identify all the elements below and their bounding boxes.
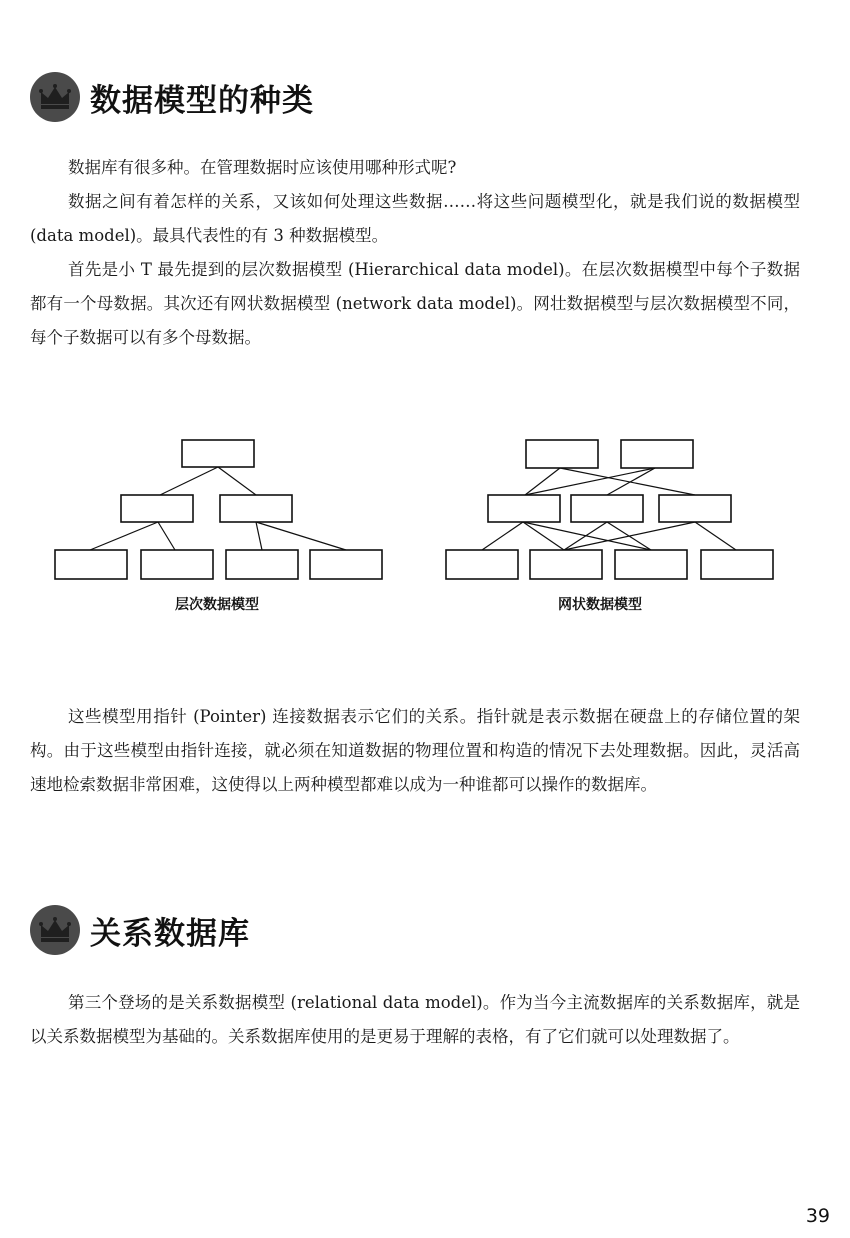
net-leaf-node <box>446 550 518 579</box>
section-title: 数据模型的种类 <box>90 82 314 119</box>
paragraph-relational-model: 第三个登场的是关系数据模型 (relational data model)。作为当今主流数据库的关系数据库，就是以关系数据模型为基础的。关系数据库使用的是更易于理解的表格，有了它们就可以处理数据了。 <box>30 993 800 1046</box>
hier-level2-node <box>220 495 292 522</box>
net-leaf-node <box>530 550 602 579</box>
section-title: 关系数据库 <box>90 915 250 952</box>
network-model-diagram <box>446 440 773 579</box>
net-leaf-node <box>701 550 773 579</box>
net-level2-node <box>659 495 731 522</box>
net-root-node <box>621 440 693 468</box>
hier-level2-node <box>121 495 193 522</box>
paragraph-intro: 数据库有很多种。在管理数据时应该使用哪种形式呢? <box>68 158 457 177</box>
section-header-relational-database <box>30 905 250 955</box>
net-root-node <box>526 440 598 468</box>
net-level2-node <box>488 495 560 522</box>
paragraph-pointer: 这些模型用指针 (Pointer) 连接数据表示它们的关系。指针就是表示数据在硬盘上的存储位置的架构。由于这些模型由指针连接，就必须在知道数据的物理位置和构造的情况下去处理数据。因此，灵活高速地检索数据非常困难，这使得以上两种模型都难以成为一种谁都可以操作的数据库。 <box>30 707 800 794</box>
hierarchical-model-caption: 层次数据模型 <box>175 597 259 613</box>
section-header-data-model-types <box>30 72 314 122</box>
hier-root-node <box>182 440 254 467</box>
page-number: 39 <box>805 1205 830 1227</box>
hier-leaf-node <box>310 550 382 579</box>
crown-badge-icon <box>30 905 80 955</box>
data-model-diagram <box>0 420 850 590</box>
hierarchical-model-diagram <box>55 440 382 579</box>
net-level2-node <box>571 495 643 522</box>
paragraph-data-model-definition: 数据之间有着怎样的关系，又该如何处理这些数据……将这些问题模型化，就是我们说的数据模型 (data model)。最具代表性的有 3 种数据模型。 <box>30 192 800 245</box>
paragraph-hierarchical-network: 首先是小 T 最先提到的层次数据模型 (Hierarchical data model)。在层次数据模型中每个子数据都有一个母数据。其次还有网状数据模型 (network data model)。网壮数据模型与层次数据模型不同，每个子数据可以有多个母数据。 <box>30 260 800 347</box>
network-model-caption: 网状数据模型 <box>558 597 642 613</box>
hier-leaf-node <box>141 550 213 579</box>
hier-leaf-node <box>226 550 298 579</box>
net-leaf-node <box>615 550 687 579</box>
hier-leaf-node <box>55 550 127 579</box>
crown-badge-icon <box>30 72 80 122</box>
